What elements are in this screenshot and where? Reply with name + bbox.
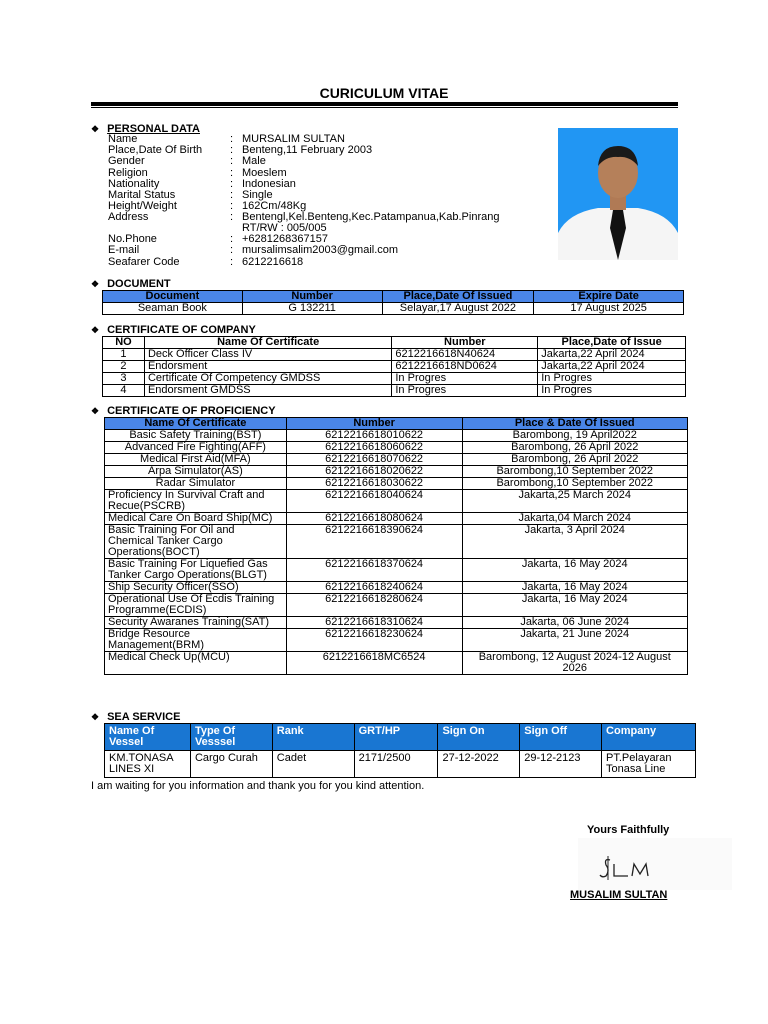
column-header: Number <box>392 337 538 349</box>
table-cell: Endorsment <box>144 361 391 373</box>
table-cell: 17 August 2025 <box>534 303 684 315</box>
colon-separator: : <box>230 200 234 212</box>
personal-data-value: 162Cm/48Kg <box>242 200 307 212</box>
diamond-bullet-icon: ❖ <box>91 325 100 335</box>
colon-separator: : <box>230 133 234 145</box>
diamond-bullet-icon: ❖ <box>91 406 100 416</box>
table-cell: Radar Simulator <box>105 478 287 490</box>
column-header: NO <box>103 337 145 349</box>
table-row <box>105 454 688 466</box>
personal-data-label: Marital Status <box>108 189 176 201</box>
column-header: Name Of Certificate <box>105 418 287 430</box>
table-cell: 2171/2500 <box>354 751 438 778</box>
table-cell: 4 <box>103 385 145 397</box>
personal-data-row <box>108 257 303 268</box>
table-cell: KM.TONASA LINES XI <box>105 751 191 778</box>
table-cell: Jakarta, 21 June 2024 <box>462 629 688 652</box>
document-heading: ❖ DOCUMENT <box>91 278 171 290</box>
personal-data-label: Religion <box>108 167 148 179</box>
table-cell: Jakarta, 16 May 2024 <box>462 594 688 617</box>
personal-data-label: Address <box>108 211 149 223</box>
table-cell: 6212216618080624 <box>286 513 462 525</box>
table-row <box>105 617 688 629</box>
table-row <box>103 385 686 397</box>
table-cell: Jakarta,04 March 2024 <box>462 513 688 525</box>
proficiency-heading: ❖ CERTIFICATE OF PROFICIENCY <box>91 405 276 417</box>
table-row <box>105 629 688 652</box>
column-header: Name Of Vessel <box>105 724 191 751</box>
personal-data-value: Male <box>242 155 266 167</box>
table-cell: 2 <box>103 361 145 373</box>
personal-data-label: Place,Date Of Birth <box>108 144 203 156</box>
column-header: GRT/HP <box>354 724 438 751</box>
table-cell: In Progres <box>538 373 686 385</box>
table-cell: 6212216618060622 <box>286 442 462 454</box>
document-header-row <box>103 291 684 303</box>
personal-data-row <box>108 156 266 167</box>
table-header-row <box>105 724 696 751</box>
title-rule-thick <box>91 102 678 106</box>
personal-data-value: RT/RW : 005/005 <box>242 222 327 234</box>
colon-separator: : <box>230 256 234 268</box>
table-cell: 29-12-2123 <box>520 751 602 778</box>
table-cell: 27-12-2022 <box>438 751 520 778</box>
column-header: Place & Date Of Issued <box>462 418 688 430</box>
personal-data-heading: ❖ PERSONAL DATA <box>91 123 200 135</box>
table-cell: 6212216618230624 <box>286 629 462 652</box>
table-row <box>103 361 686 373</box>
table-cell: Basic Training For Oil and Chemical Tanker Cargo Operations(BOCT) <box>105 525 287 559</box>
table-cell: Jakarta, 3 April 2024 <box>462 525 688 559</box>
table-row <box>105 751 696 778</box>
table-header-row <box>105 418 688 430</box>
table-cell: Seaman Book <box>103 303 243 315</box>
table-cell: Barombong,10 September 2022 <box>462 466 688 478</box>
colon-separator: : <box>230 155 234 167</box>
profile-photo <box>558 128 678 260</box>
column-header: Sign On <box>438 724 520 751</box>
document-table <box>102 290 684 315</box>
column-header: Number <box>286 418 462 430</box>
table-row <box>105 478 688 490</box>
diamond-bullet-icon: ❖ <box>91 124 100 134</box>
personal-data-label: Height/Weight <box>108 200 177 212</box>
table-cell: Barombong, 26 April 2022 <box>462 454 688 466</box>
table-cell: 6212216618010622 <box>286 430 462 442</box>
table-cell: Operational Use Of Ecdis Training Programme(ECDIS) <box>105 594 287 617</box>
table-cell: In Progres <box>392 385 538 397</box>
personal-data-label: Gender <box>108 155 145 167</box>
table-cell: Bridge Resource Management(BRM) <box>105 629 287 652</box>
column-header: Place,Date of Issue <box>538 337 686 349</box>
table-cell: Barombong, 26 April 2022 <box>462 442 688 454</box>
personal-data-value: Moeslem <box>242 167 287 179</box>
table-row <box>105 559 688 582</box>
personal-data-value: Single <box>242 189 273 201</box>
table-row <box>105 525 688 559</box>
table-row <box>105 466 688 478</box>
table-cell: 6212216618030622 <box>286 478 462 490</box>
table-cell: Endorsment GMDSS <box>144 385 391 397</box>
personal-data-label: Seafarer Code <box>108 256 180 268</box>
title-rule-thin <box>91 107 678 108</box>
table-cell: Security Awaranes Training(SAT) <box>105 617 287 629</box>
table-row <box>105 430 688 442</box>
table-cell: Arpa Simulator(AS) <box>105 466 287 478</box>
colon-separator: : <box>230 189 234 201</box>
colon-separator: : <box>230 233 234 245</box>
personal-data-value: MURSALIM SULTAN <box>242 133 345 145</box>
table-cell: Medical Check Up(MCU) <box>105 652 287 675</box>
table-cell: Selayar,17 August 2022 <box>382 303 534 315</box>
diamond-bullet-icon: ❖ <box>91 279 100 289</box>
table-row <box>105 594 688 617</box>
table-cell: Advanced Fire Fighting(AFF) <box>105 442 287 454</box>
table-cell: 1 <box>103 349 145 361</box>
column-header: Sign Off <box>520 724 602 751</box>
yours-faithfully: Yours Faithfully <box>587 824 670 836</box>
colon-separator: : <box>230 244 234 256</box>
table-cell: 6212216618MC6524 <box>286 652 462 675</box>
table-cell: PT.Pelayaran Tonasa Line <box>602 751 696 778</box>
table-cell: 6212216618390624 <box>286 525 462 559</box>
colon-separator: : <box>230 144 234 156</box>
table-cell: Jakarta, 06 June 2024 <box>462 617 688 629</box>
table-cell: Jakarta,22 April 2024 <box>538 349 686 361</box>
table-cell: 6212216618020622 <box>286 466 462 478</box>
personal-data-row <box>108 145 372 156</box>
table-cell: 6212216618N40624 <box>392 349 538 361</box>
column-header: Name Of Certificate <box>144 337 391 349</box>
table-cell: Basic Training For Liquefied Gas Tanker Cargo Operations(BLGT) <box>105 559 287 582</box>
page-title: CURICULUM VITAE <box>319 85 449 101</box>
table-row <box>103 373 686 385</box>
table-cell: 6212216618310624 <box>286 617 462 629</box>
personal-data-value: mursalimsalim2003@gmail.com <box>242 244 399 256</box>
diamond-bullet-icon: ❖ <box>91 712 100 722</box>
column-header: Company <box>602 724 696 751</box>
document-col-header: Document <box>103 291 243 303</box>
table-cell: Cargo Curah <box>190 751 272 778</box>
colon-separator: : <box>230 167 234 179</box>
signature-image <box>578 838 732 890</box>
table-row <box>105 582 688 594</box>
personal-data-row <box>108 245 398 256</box>
number-col-header: Number <box>242 291 382 303</box>
personal-data-value: Indonesian <box>242 178 296 190</box>
table-row <box>103 349 686 361</box>
column-header: Rank <box>272 724 354 751</box>
table-cell: 6212216618070622 <box>286 454 462 466</box>
company-cert-table <box>102 336 686 397</box>
table-header-row <box>103 337 686 349</box>
expire-date-col-header: Expire Date <box>534 291 684 303</box>
table-cell: 6212216618ND0624 <box>392 361 538 373</box>
table-cell: Jakarta,22 April 2024 <box>538 361 686 373</box>
table-cell: In Progres <box>538 385 686 397</box>
table-cell: G 132211 <box>242 303 382 315</box>
table-cell: 3 <box>103 373 145 385</box>
table-row <box>105 513 688 525</box>
table-cell: Basic Safety Training(BST) <box>105 430 287 442</box>
colon-separator: : <box>230 211 234 223</box>
personal-data-label: E-mail <box>108 244 140 256</box>
table-cell: Medical First Aid(MFA) <box>105 454 287 466</box>
table-cell: Jakarta, 16 May 2024 <box>462 559 688 582</box>
column-header: Type Of Vesssel <box>190 724 272 751</box>
table-cell: 6212216618280624 <box>286 594 462 617</box>
personal-data-value: +6281268367157 <box>242 233 328 245</box>
personal-data-value: Benteng,11 February 2003 <box>242 144 373 156</box>
table-row <box>105 652 688 675</box>
table-cell: Barombong, 12 August 2024-12 August 2026 <box>462 652 688 675</box>
table-cell: Cadet <box>272 751 354 778</box>
personal-data-value: 6212216618 <box>242 256 304 268</box>
personal-data-label: Name <box>108 133 138 145</box>
table-cell: 6212216618370624 <box>286 559 462 582</box>
table-cell: 6212216618040624 <box>286 490 462 513</box>
table-cell: Jakarta,25 March 2024 <box>462 490 688 513</box>
table-cell: Barombong,10 September 2022 <box>462 478 688 490</box>
place-date-col-header: Place,Date Of Issued <box>382 291 534 303</box>
table-cell: Certificate Of Competency GMDSS <box>144 373 391 385</box>
table-cell: Medical Care On Board Ship(MC) <box>105 513 287 525</box>
proficiency-table <box>104 417 688 675</box>
table-row <box>105 442 688 454</box>
table-cell: Deck Officer Class IV <box>144 349 391 361</box>
signature-name: MUSALIM SULTAN <box>570 889 668 901</box>
table-cell: Barombong, 19 April2022 <box>462 430 688 442</box>
table-cell: In Progres <box>392 373 538 385</box>
table-row <box>103 303 684 315</box>
sea-service-heading: ❖ SEA SERVICE <box>91 711 181 723</box>
colon-separator: : <box>230 178 234 190</box>
sea-service-table <box>104 723 696 778</box>
personal-data-value: Bentengl,Kel.Benteng,Kec.Patampanua,Kab.Pinrang <box>242 211 500 223</box>
table-cell: Proficiency In Survival Craft and Recue(PSCRB) <box>105 490 287 513</box>
table-cell: 6212216618240624 <box>286 582 462 594</box>
personal-data-label: No.Phone <box>108 233 157 245</box>
company-cert-heading: ❖ CERTIFICATE OF COMPANY <box>91 324 256 336</box>
table-cell: Jakarta, 16 May 2024 <box>462 582 688 594</box>
table-row <box>105 490 688 513</box>
table-cell: Ship Security Officer(SSO) <box>105 582 287 594</box>
closing-text: I am waiting for you information and thank you for you kind attention. <box>91 780 425 792</box>
personal-data-label: Nationality <box>108 178 160 190</box>
